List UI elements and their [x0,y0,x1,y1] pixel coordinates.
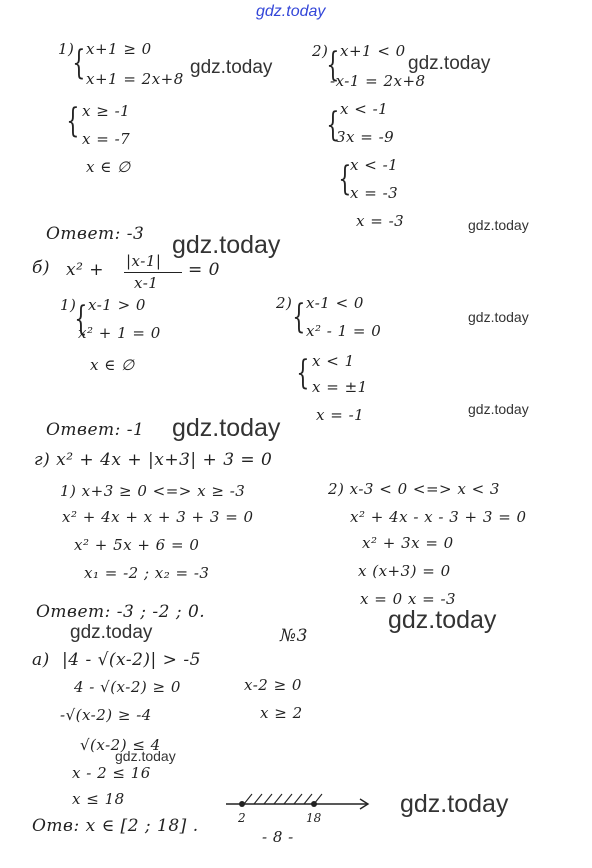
numline-label-b: 18 [306,811,322,825]
watermark: gdz.today [408,53,491,74]
math-result: x = -3 [356,212,405,230]
math-line: √(x-2) ≤ 4 [80,736,161,754]
math-line: x < -1 [350,156,399,174]
math-line: x < 1 [312,352,355,370]
system-brace: { [66,101,80,141]
math-result: x ∈ ∅ [90,356,135,374]
case-label: 1) [60,296,77,314]
page-number: - 8 - [262,828,294,846]
math-line: x² - 1 = 0 [306,322,382,340]
math-line: x² + 3x = 0 [362,534,454,552]
math-line: x < -1 [340,100,389,118]
math-line: 3x = -9 [336,128,395,146]
case-label: 2) [276,294,293,312]
math-line: x² + 4x - x - 3 + 3 = 0 [350,508,527,526]
math-line: x-1 > 0 [88,296,146,314]
fraction-bar [124,272,182,273]
watermark: gdz.today [70,622,153,643]
watermark: gdz.today [388,606,497,634]
answer: Ответ: -1 [46,420,145,440]
math-line: x = ±1 [312,378,368,396]
math-line: -x-1 = 2x+8 [330,72,426,90]
math-line: x = 0 x = -3 [360,590,457,608]
math-line: x+1 < 0 [340,42,406,60]
equation: г) x² + 4x + |x+3| + 3 = 0 [34,450,273,470]
math-line: x ≥ 2 [260,704,303,722]
math-line: x-1 < 0 [306,294,364,312]
system-brace: { [74,299,88,339]
task-number: №3 [280,626,308,646]
math-line: 4 - √(x-2) ≥ 0 [74,678,181,696]
watermark: gdz.today [190,57,273,78]
math-line: x ≥ -1 [82,102,131,120]
math-line: x (x+3) = 0 [358,562,451,580]
numline-label-a: 2 [238,811,246,825]
case-label: 1) [58,40,75,58]
watermark: gdz.today [115,748,176,764]
watermark: gdz.today [172,414,281,442]
math-line: = 0 [188,260,220,280]
number-line [222,790,372,830]
watermark: gdz.today [468,309,529,325]
fraction-numerator: |x-1| [126,252,162,270]
watermark: gdz.today [172,231,281,259]
math-line: x+1 ≥ 0 [86,40,152,58]
watermark-top: gdz.today [256,3,326,20]
answer: Ответ: -3 ; -2 ; 0. [36,602,206,622]
system-brace: { [326,45,340,85]
math-line: x² + 5x + 6 = 0 [74,536,200,554]
watermark: gdz.today [468,217,529,233]
math-line: x = -7 [82,130,131,148]
part-label: а) [32,650,50,670]
math-line: x² + 4x + x + 3 + 3 = 0 [62,508,254,526]
case-label: 2) [312,42,329,60]
answer: Отв: x ∈ [2 ; 18] . [32,816,199,836]
math-line: x₁ = -2 ; x₂ = -3 [84,564,210,582]
part-label: б) [32,258,51,278]
watermark: gdz.today [400,790,509,818]
system-brace: { [326,105,340,145]
system-brace: { [72,43,86,83]
math-line: x² + [66,260,105,280]
case-head: 1) x+3 ≥ 0 <=> x ≥ -3 [60,482,246,500]
math-result: x ∈ ∅ [86,158,131,176]
math-line: x ≤ 18 [72,790,125,808]
system-brace: { [292,297,306,337]
math-line: x-2 ≥ 0 [244,676,302,694]
case-head: 2) x-3 < 0 <=> x < 3 [328,480,500,498]
math-line: -√(x-2) ≥ -4 [60,706,152,724]
fraction-denominator: x-1 [134,274,159,292]
watermark: gdz.today [468,401,529,417]
inequality: |4 - √(x-2)| > -5 [62,650,201,670]
system-brace: { [296,353,310,393]
math-line: x² + 1 = 0 [78,324,161,342]
math-line: x+1 = 2x+8 [86,70,184,88]
answer: Ответ: -3 [46,224,145,244]
system-brace: { [338,159,352,199]
math-line: x = -3 [350,184,399,202]
math-result: x = -1 [316,406,365,424]
math-line: x - 2 ≤ 16 [72,764,151,782]
